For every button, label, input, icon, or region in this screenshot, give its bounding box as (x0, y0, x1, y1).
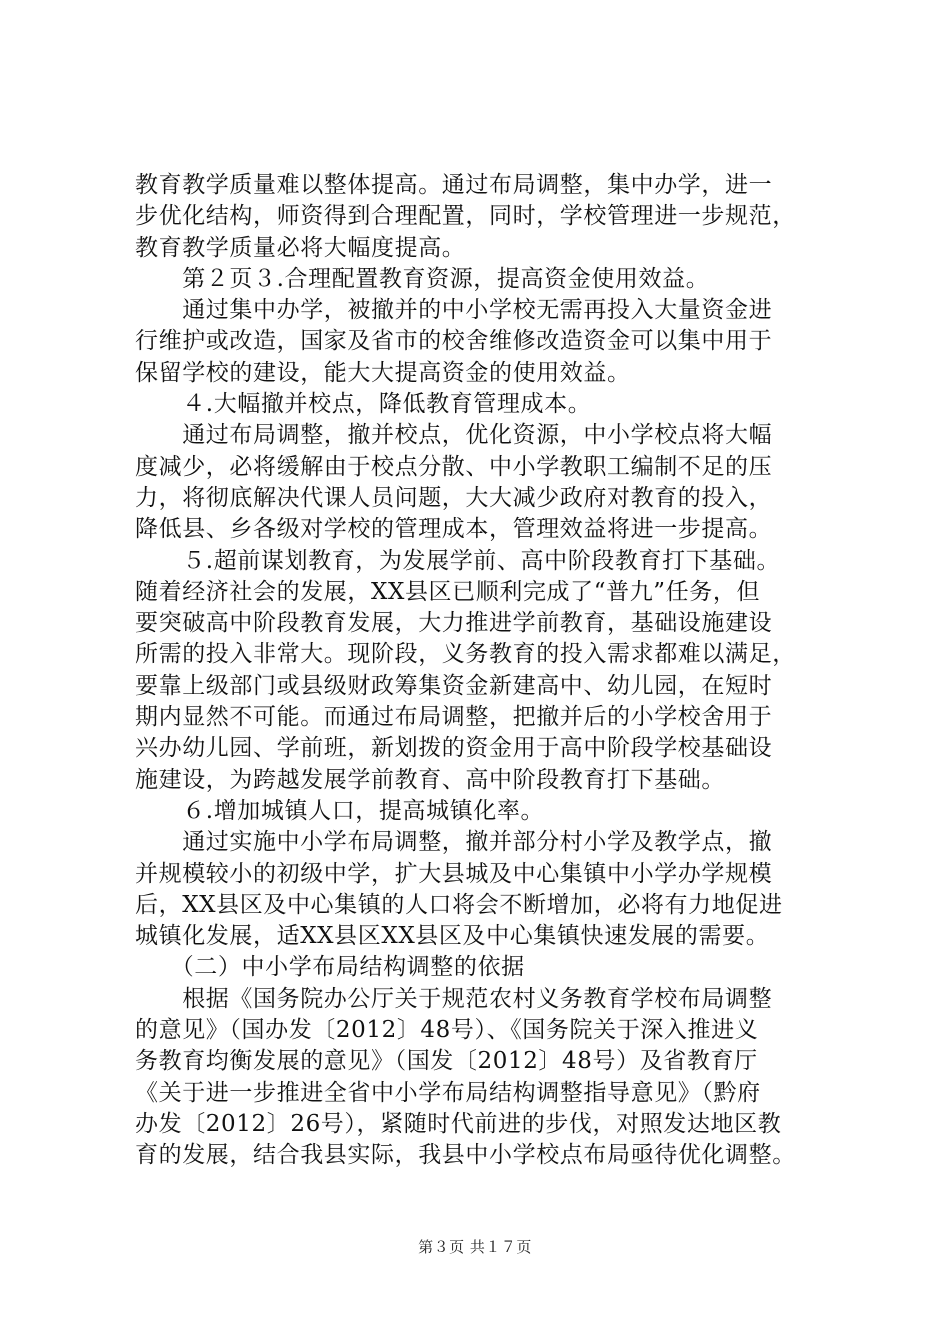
text-line: 要突破高中阶段教育发展，大力推进学前教育，基础设施建设 (135, 610, 773, 637)
section-heading: ５.超前谋划教育，为发展学前、高中阶段教育打下基础。 (135, 547, 781, 574)
text-line: 力，将彻底解决代课人员问题，大大减少政府对教育的投入， (135, 484, 773, 511)
text-line: 教育教学质量必将大幅度提高。 (135, 234, 466, 261)
text-line: 兴办幼儿园、学前班，新划拨的资金用于高中阶段学校基础设 (135, 735, 773, 762)
document-body (135, 170, 835, 1172)
text-line: 根据《国务院办公厅关于规范农村义务教育学校布局调整 (135, 985, 773, 1012)
text-line: 期内显然不可能。而通过布局调整，把撤并后的小学校舍用于 (135, 704, 773, 731)
section-heading: ６.增加城镇人口，提高城镇化率。 (135, 797, 545, 824)
text-line: 所需的投入非常大。现阶段，义务教育的投入需求都难以满足， (135, 641, 796, 668)
text-line: 育的发展，结合我县实际，我县中小学校点布局亟待优化调整。 (135, 1142, 796, 1169)
text-line: 随着经济社会的发展，XX县区已顺利完成了“普九”任务，但 (135, 578, 761, 605)
text-line: 施建设，为跨越发展学前教育、高中阶段教育打下基础。 (135, 766, 725, 793)
section-heading: 第２页３.合理配置教育资源，提高资金使用效益。 (135, 265, 710, 292)
text-line: 《关于进一步推进全省中小学布局结构调整指导意见》（黔府 (135, 1079, 761, 1106)
text-line: 后，XX县区及中心集镇的人口将会不断增加，必将有力地促进 (135, 891, 783, 918)
text-line: 要靠上级部门或县级财政筹集资金新建高中、幼儿园，在短时 (135, 672, 773, 699)
text-line: 通过集中办学，被撤并的中小学校无需再投入大量资金进 (135, 297, 773, 324)
text-line: 度减少，必将缓解由于校点分散、中小学教职工编制不足的压 (135, 453, 773, 480)
text-line: 行维护或改造，国家及省市的校舍维修改造资金可以集中用于 (135, 328, 773, 355)
text-line: 降低县、乡各级对学校的管理成本，管理效益将进一步提高。 (135, 516, 773, 543)
text-line: 城镇化发展，适XX县区XX县区及中心集镇快速发展的需要。 (135, 923, 770, 950)
text-line: 务教育均衡发展的意见》（国发〔2012〕48号）及省教育厅 (135, 1048, 758, 1075)
text-line: 保留学校的建设，能大大提高资金的使用效益。 (135, 359, 631, 386)
text-line: 办发〔2012〕26号），紧随时代前进的步伐，对照发达地区教 (135, 1110, 782, 1137)
section-heading: （二）中小学布局结构调整的依据 (135, 954, 525, 981)
text-line: 通过实施中小学布局调整，撤并部分村小学及教学点，撤 (135, 829, 773, 856)
text-line: 教育教学质量难以整体提高。通过布局调整，集中办学，进一 (135, 172, 773, 198)
page-footer: 第３页 共１７页 (418, 1238, 532, 1256)
section-heading: ４.大幅撤并校点，降低教育管理成本。 (135, 391, 592, 418)
text-line: 并规模较小的初级中学，扩大县城及中心集镇中小学办学规模 (135, 860, 773, 887)
text-line: 步优化结构，师资得到合理配置，同时，学校管理进一步规范， (135, 203, 796, 230)
text-line: 通过布局调整，撤并校点，优化资源，中小学校点将大幅 (135, 422, 773, 449)
text-line: 的意见》（国办发〔2012〕48号）、《国务院关于深入推进义 (135, 1017, 759, 1044)
